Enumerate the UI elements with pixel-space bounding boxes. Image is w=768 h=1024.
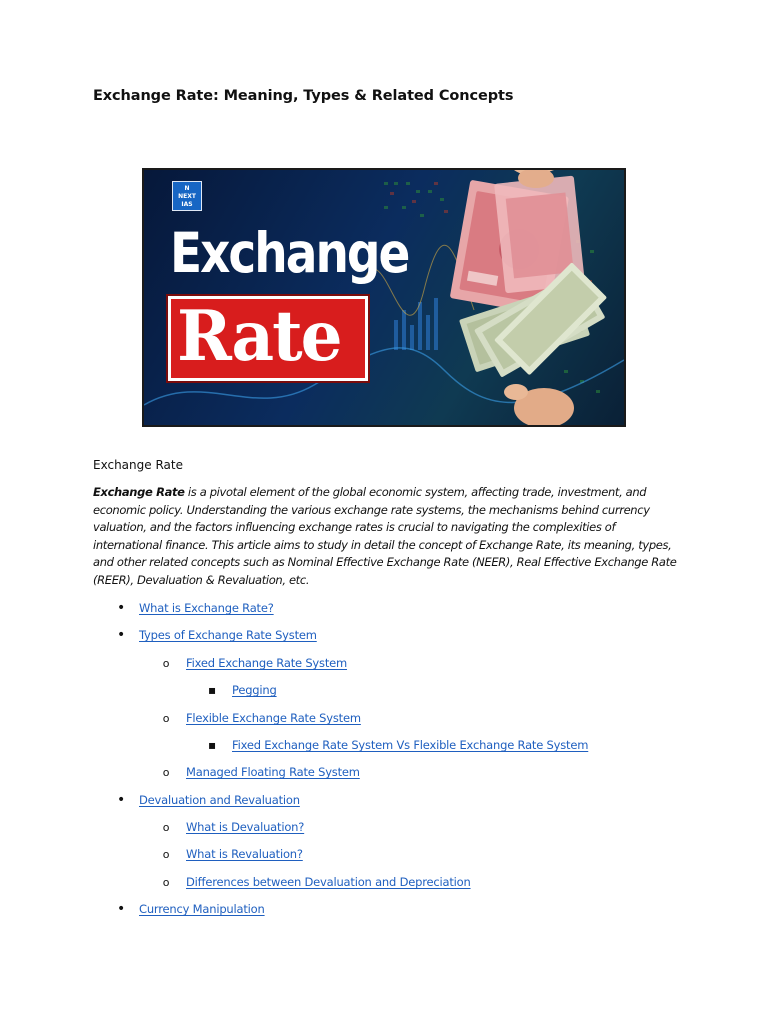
toc-item-pegging [206,680,277,700]
toc-link[interactable]: Managed Floating Rate System [186,765,360,779]
toc-link[interactable]: Fixed Exchange Rate System Vs Flexible Exchange Rate System [232,738,589,752]
square-bullet-icon [206,680,218,700]
toc-item-managed-floating-rate-system [160,762,360,782]
circle-bullet-icon [160,817,172,838]
disc-bullet-icon [115,790,127,810]
toc-link[interactable]: What is Devaluation? [186,820,305,834]
toc-item-what-is-exchange-rate [115,598,274,618]
toc-link[interactable]: Pegging [232,683,277,697]
toc-item-what-is-devaluation [160,817,304,837]
intro-paragraph [93,484,678,590]
banner-heading-rate: Rate [177,294,341,377]
document-title: Exchange Rate: Meaning, Types & Related Concepts [93,88,514,104]
toc-item-types-of-exchange-rate-system [115,625,317,645]
toc-item-fixed-vs-flexible [206,735,588,755]
intro-body-text: is a pivotal element of the global economic system, affecting trade, investment, and economic policy. Understanding the various exchange rate systems, the mechanisms behind currency valuation, and the factors influencing exchange rates is crucial to navigating the complexities of international finance. This article aims to study in detail the concept of Exchange Rate, its meaning, types, and other related concepts such as Nominal Effective Exchange Rate (NEER), Real Effective Exchange Rate (REER), Devaluation & Revaluation, etc. [93,485,677,587]
circle-bullet-icon [160,653,172,674]
toc-item-currency-manipulation [115,899,265,919]
toc-link[interactable]: What is Exchange Rate? [139,601,274,615]
toc-link[interactable]: Flexible Exchange Rate System [186,711,361,725]
toc-item-what-is-revaluation [160,844,303,864]
toc-link[interactable]: Devaluation and Revaluation [139,793,300,807]
disc-bullet-icon [115,598,127,618]
next-ias-logo: N NEXT IAS [172,181,202,211]
toc-item-devaluation-and-revaluation [115,790,300,810]
toc-link[interactable]: Fixed Exchange Rate System [186,656,348,670]
disc-bullet-icon [115,899,127,919]
circle-bullet-icon [160,844,172,865]
toc-link[interactable]: Differences between Devaluation and Depreciation [186,875,471,889]
square-bullet-icon [206,735,218,755]
intro-lead-term: Exchange Rate [93,485,185,499]
circle-bullet-icon [160,872,172,893]
exchange-rate-banner-image [142,168,626,427]
circle-bullet-icon [160,708,172,729]
circle-bullet-icon [160,762,172,783]
toc-item-flexible-exchange-rate-system [160,708,361,728]
toc-link[interactable]: Types of Exchange Rate System [139,628,317,642]
banner-heading-rate-box [168,296,368,381]
disc-bullet-icon [115,625,127,645]
toc-link[interactable]: What is Revaluation? [186,847,303,861]
toc-item-devaluation-vs-depreciation [160,872,471,892]
toc-item-fixed-exchange-rate-system [160,653,347,673]
banner-heading-exchange: Exchange [170,221,409,287]
toc-link[interactable]: Currency Manipulation [139,902,265,916]
section-label: Exchange Rate [93,458,183,472]
